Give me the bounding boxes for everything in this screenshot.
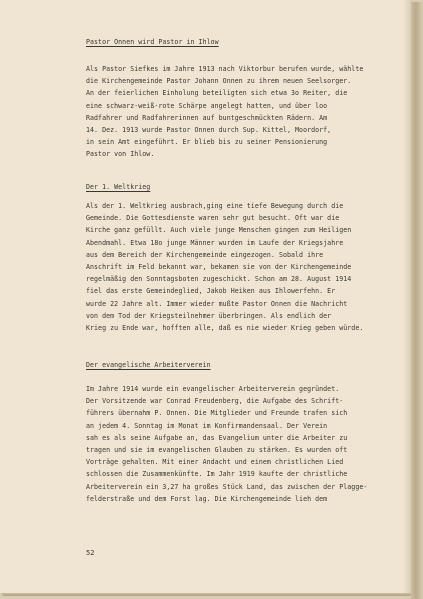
- text-line: die Kirchengemeinde Pastor Johann Onnen zu ihrem neuen Seelsorger.: [86, 77, 352, 86]
- text-line: Arbeiterverein ein 3,27 ha großes Stück Land, das zwischen der Plagge-: [86, 482, 368, 491]
- text-line: wurde 22 Jahre alt. Immer wieder mußte Pastor Onnen die Nachricht: [86, 299, 348, 308]
- text-line: an jedem 4. Sonntag im Monat im Konfirmandensaal. Der Verein: [86, 421, 328, 430]
- section-heading-pastor-onnen: Pastor Onnen wird Pastor in Ihlow: [86, 38, 219, 46]
- text-line: führers übernahm P. Onnen. Die Mitglieder und Freunde trafen sich: [86, 409, 348, 418]
- text-line: sah es als seine Aufgabe an, das Evangelium unter die Arbeiter zu: [86, 433, 348, 442]
- section-body-weltkrieg: [86, 200, 406, 334]
- text-line: von dem Tod der Kriegsteilnehmer überbringen. Als endlich der: [86, 311, 332, 320]
- text-line: Im Jahre 1914 wurde ein evangelischer Arbeiterverein gegründet.: [86, 385, 340, 393]
- text-line: Gemeinde. Die Gottesdienste waren sehr gut besucht. Oft war die: [86, 214, 340, 223]
- text-line: An der feierlichen Einholung beteiligten sich etwa 3o Reiter, die: [86, 89, 348, 98]
- section-body-arbeiterverein: [86, 383, 406, 505]
- section-body-pastor-onnen: [86, 63, 406, 161]
- text-line: tragen und sie im evangelischen Glauben zu stärken. Es wurden oft: [86, 445, 348, 454]
- text-line: Als Pastor Siefkes im Jahre 1913 nach Viktorbur berufen wurde, wählte: [86, 65, 364, 73]
- page-edge-shadow: [411, 2, 423, 599]
- text-line: Radfahrer und Radfahrerinnen auf buntgeschmückten Rädern. Am: [86, 113, 328, 122]
- text-line: Anschrift im Feld bekannt war, bekamen sie von der Kirchengemeinde: [86, 262, 352, 271]
- text-line: eine schwarz-weiß-rote Schärpe angelegt hatten, und über loo: [86, 101, 328, 110]
- text-line: Abendmahl. Etwa 18o junge Männer wurden im Laufe der Kriegsjahre: [86, 238, 344, 247]
- section-heading-arbeiterverein: Der evangelische Arbeiterverein: [86, 361, 211, 369]
- page-number: 52: [86, 549, 95, 557]
- text-line: aus dem Bereich der Kirchengemeinde eingezogen. Sobald ihre: [86, 250, 324, 259]
- text-line: felderstraße und dem Forst lag. Die Kirchengemeinde lieh dem: [86, 494, 328, 503]
- text-line: Der Vorsitzende war Conrad Freudenberg, die Aufgabe des Schrift-: [86, 397, 344, 406]
- text-line: Pastor von Ihlow.: [86, 150, 155, 159]
- section-heading-weltkrieg: Der 1. Weltkrieg: [86, 183, 151, 191]
- text-line: Als der 1. Weltkrieg ausbrach,ging eine tiefe Bewegung durch die: [86, 202, 344, 210]
- text-line: fiel das erste Gemeindeglied, Jakob Heiken aus Ihlowerfehn. Er: [86, 287, 336, 296]
- text-line: regelmäßig den Sonntagsboten zugeschickt. Schon am 28. August 1914: [86, 275, 352, 284]
- text-line: Vorträge gehalten. Mit einer Andacht und einem christlichen Lied: [86, 458, 344, 467]
- text-line: Kirche ganz gefüllt. Auch viele junge Menschen gingen zum Heiligen: [86, 226, 352, 235]
- text-line: schlossen die Zusammenkünfte. Im Jahr 1919 kaufte der christliche: [86, 470, 348, 479]
- text-line: Krieg zu Ende war, hofften alle, daß es nie wieder Krieg geben würde.: [86, 323, 364, 332]
- text-line: in sein Amt eingeführt. Er blieb bis zu seiner Pensionierung: [86, 138, 328, 147]
- text-line: 14. Dez. 1913 wurde Pastor Onnen durch Sup. Kittel, Moordorf,: [86, 125, 332, 134]
